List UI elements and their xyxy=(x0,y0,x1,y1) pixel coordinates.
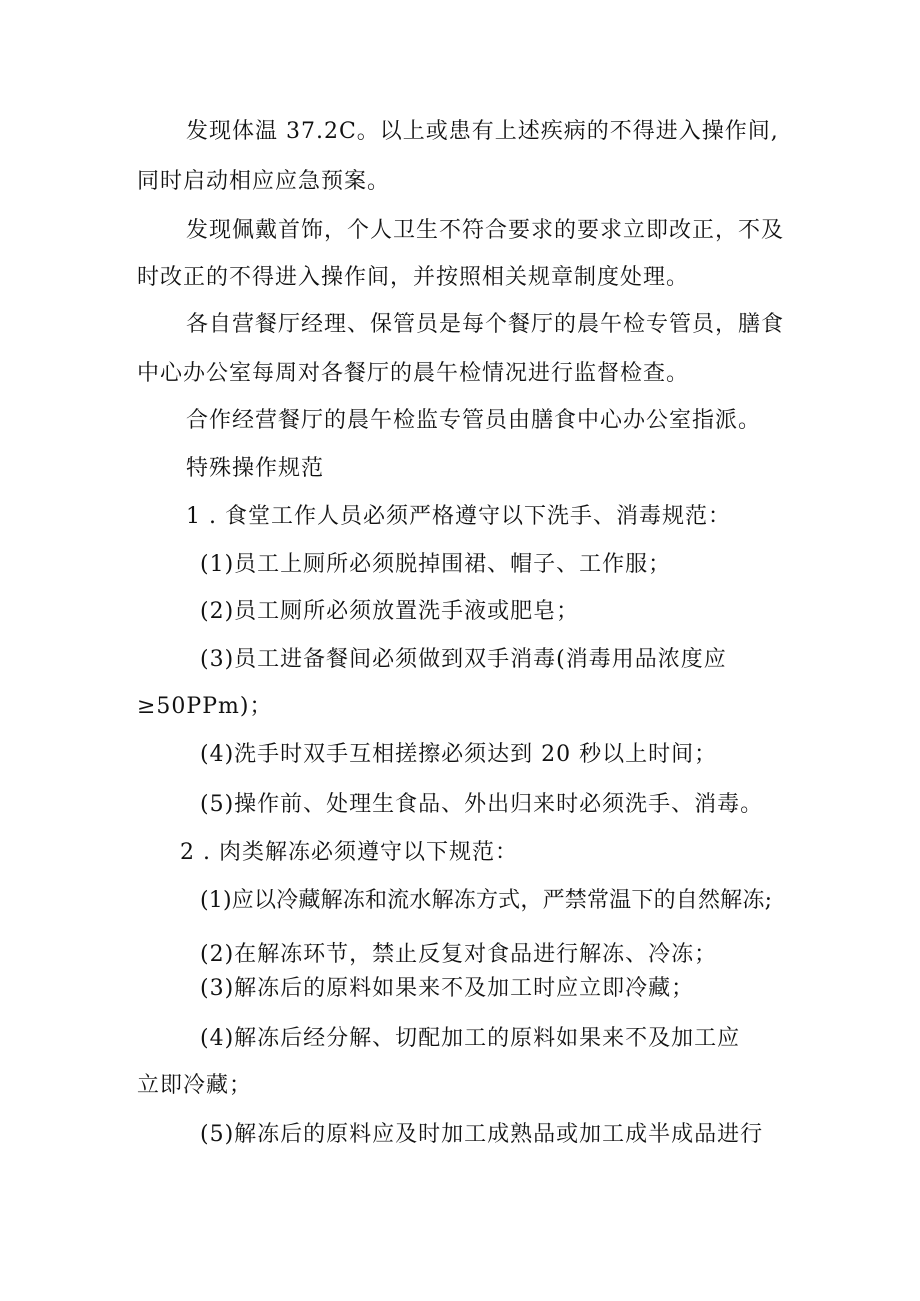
sub-item: (5)操作前、处理生食品、外出归来时必须洗手、消毒。 xyxy=(200,792,764,817)
paragraph-line: 发现佩戴首饰，个人卫生不符合要求的要求立即改正，不及 xyxy=(186,218,785,243)
sub-item: (2)员工厕所必须放置洗手液或肥皂； xyxy=(200,599,580,624)
paragraph-line: 时改正的不得进入操作间，并按照相关规章制度处理。 xyxy=(137,265,690,290)
paragraph-line: 中心办公室每周对各餐厅的晨午检情况进行监督检查。 xyxy=(137,361,690,386)
paragraph-line: 各自营餐厅经理、保管员是每个餐厅的晨午检专管员，膳食 xyxy=(186,312,785,337)
paragraph-line: 合作经营餐厅的晨午检监专管员由膳食中心办公室指派。 xyxy=(186,408,762,433)
numbered-item: 1 . 食堂工作人员必须严格遵守以下洗手、消毒规范： xyxy=(186,504,731,529)
sub-item: (1)员工上厕所必须脱掉围裙、帽子、工作服； xyxy=(200,552,672,577)
sub-item: (3)员工进备餐间必须做到双手消毒(消毒用品浓度应 xyxy=(200,647,727,672)
sub-item: (3)解冻后的原料如果来不及加工时应立即冷藏； xyxy=(200,976,695,1001)
sub-item-continuation: ≥50PPm)； xyxy=(137,694,273,719)
section-heading: 特殊操作规范 xyxy=(186,456,325,481)
sub-item: (2)在解冻环节，禁止反复对食品进行解冻、冷冻； xyxy=(200,942,718,967)
numbered-item: 2 . 肉类解冻必须遵守以下规范： xyxy=(180,840,518,865)
sub-item: (5)解冻后的原料应及时加工成熟品或加工成半成品进行 xyxy=(200,1122,764,1147)
paragraph-line: 同时启动相应应急预案。 xyxy=(137,169,391,194)
paragraph-line: 发现体温 37.2C。以上或患有上述疾病的不得进入操作间, xyxy=(186,119,779,144)
sub-item: (4)洗手时双手互相搓擦必须达到 20 秒以上时间； xyxy=(200,742,718,767)
sub-item: (4)解冻后经分解、切配加工的原料如果来不及加工应 xyxy=(200,1026,741,1051)
sub-item: (1)应以冷藏解冻和流水解冻方式，严禁常温下的自然解冻; xyxy=(200,888,773,913)
sub-item-continuation: 立即冷藏； xyxy=(137,1073,253,1098)
